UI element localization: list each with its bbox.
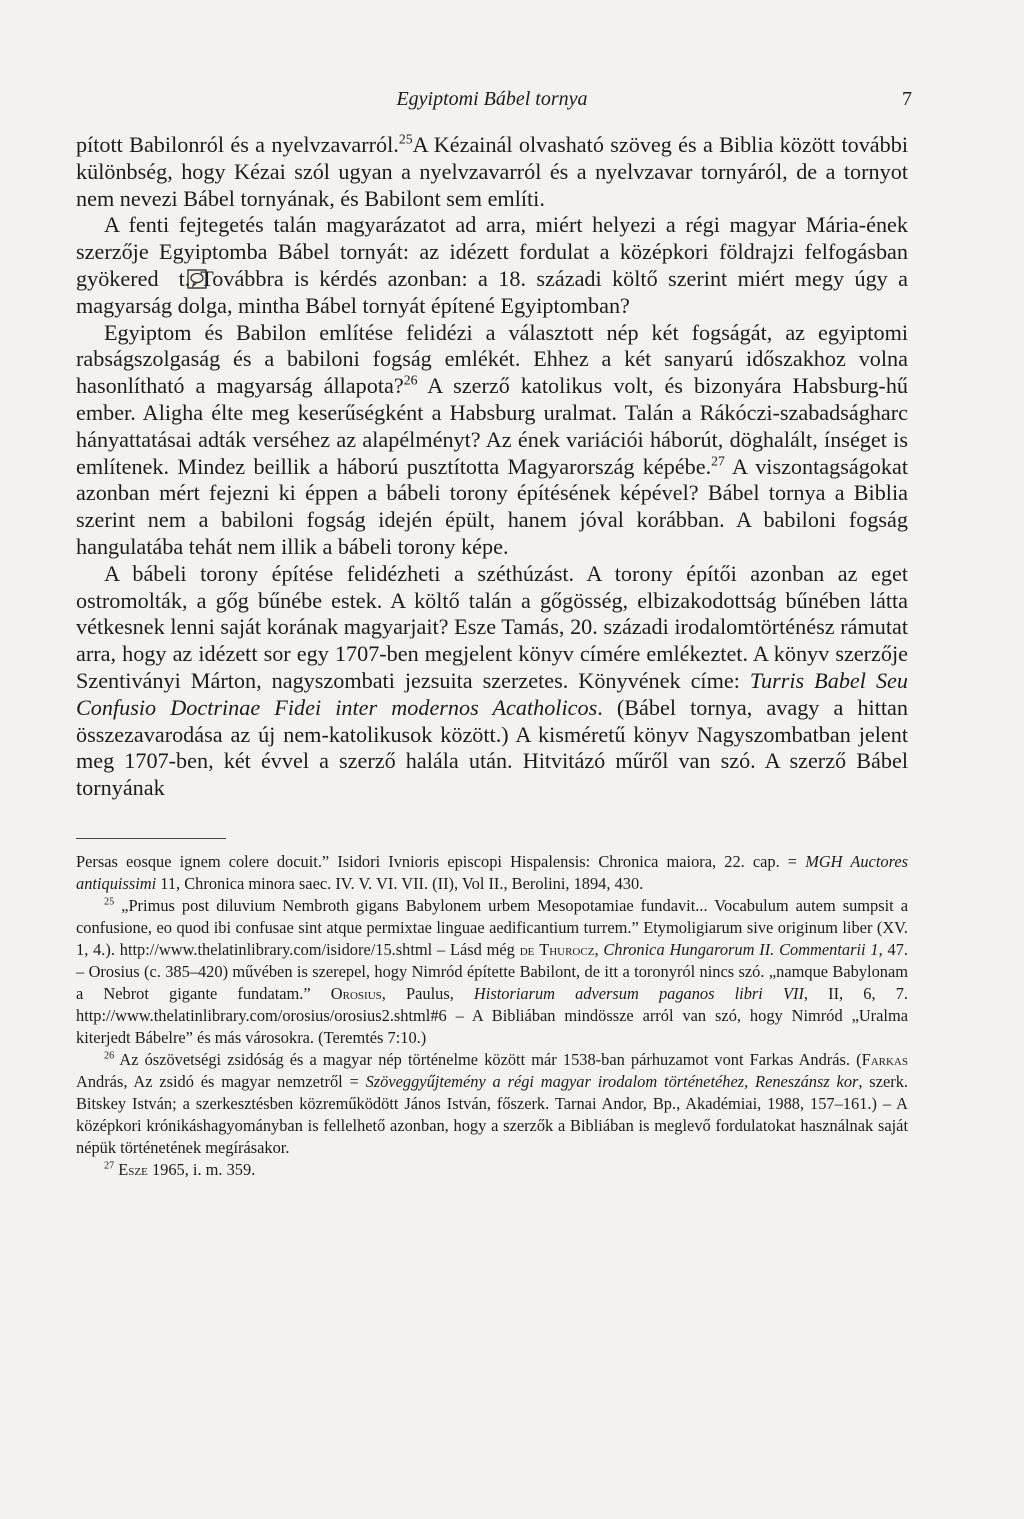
comment-icon[interactable] — [159, 269, 179, 289]
fn25-orosius: Orosius — [330, 983, 382, 1003]
p4-part-a: A bábeli torony építése felidézheti a széthúzást. A torony építői azonban az eget ostromolták, a gőg bűnébe estek. A költő talán a gőgösség, elbizakodottság bűnében látta vétkesnek lenni saját korának magyarjait? Esze Tamás, 20. századi irodalomtörténész rámutat arra, hogy az idézett sor egy 1707-ben megjelent könyv címére emlékeztet. A könyv szerzője Szentiványi Márton, nagyszombati jezsuita szerzetes. Könyvének címe: — [76, 560, 908, 693]
paragraph-4 — [76, 561, 908, 802]
page — [76, 88, 912, 1181]
footnote-number-25: 25 — [104, 896, 115, 908]
fn26-b: András, Az zsidó és magyar nemzetről = — [76, 1071, 366, 1091]
fn25-de: de — [519, 939, 535, 959]
fn25-c: , Paulus, — [381, 983, 474, 1003]
fn-cont-mgh: MGH Auctores antiquissimi — [76, 851, 908, 893]
footnote-number-27: 27 — [104, 1160, 115, 1172]
footnote-number-26: 26 — [104, 1050, 115, 1062]
p2-part-a: A fenti fejtegetés talán magyarázatot ad arra, miért helyezi a régi magyar Mária-ének szerzője Egyiptomba Bábel tornyát: az idézett fordulat a középkori földrajzi felfogásban gyökered — [76, 212, 908, 291]
page-number: 7 — [902, 88, 912, 110]
fn27-esze: Esze — [118, 1159, 148, 1179]
footnotes — [76, 851, 908, 1181]
p1-rest: A Kézainál olvasható szöveg és a Biblia között további különbség, hogy Kézai szól ugyan a nyelvzavarról és a nyelvzavar tornyáról, de a tornyot nem nevezi Bábel tornyának, és Babilont sem említi. — [76, 132, 908, 211]
fn25-chronica: Chronica Hungarorum II. Commentarii 1 — [603, 939, 879, 959]
footnote-26 — [76, 1049, 908, 1159]
footnote-divider — [76, 838, 226, 839]
book-title: Turris Babel Seu Confusio Doctrinae Fidei inter modernos Acatholicos — [76, 667, 908, 720]
fn25-comma: , — [594, 939, 604, 959]
p1-text: pított Babilonról és a nyelvzavarról. — [76, 132, 399, 157]
fn25-historiarum: Historiarum adversum paganos libri VII — [473, 983, 804, 1003]
fn26-farkas: Farkas — [861, 1049, 908, 1069]
fn26-a: Az ószövetségi zsidóság és a magyar nép történelme között már 1538-ban párhuzamot vont Farkas András. ( — [114, 1049, 862, 1069]
fn26-szoveggyujtemeny: Szöveggyűjtemény a régi magyar irodalom történetéhez, Reneszánsz kor — [365, 1071, 859, 1091]
paragraph-1 — [76, 132, 908, 212]
footnote-ref-27[interactable]: 27 — [711, 453, 725, 469]
fn25-a: „Primus post diluvium Nembroth gigans Babylonem urbem Mesopotamiae fundavit... Vocabulum autem sumpsit a confusione, eo quod ibi confusae sint atque permixtae linguae aedificantium turrem.” Etymoligiarum sive originum liber (XV. 1, 4.). http://www.thelatinlibrary.com/isidore/15.shtml – Lásd még — [76, 895, 908, 959]
fn25-thurocz: Thurocz — [539, 939, 595, 959]
fn27-a: 1965, i. m. 359. — [147, 1159, 256, 1179]
footnote-ref-26[interactable]: 26 — [403, 372, 418, 388]
p3-part-a: Egyiptom és Babilon említése felidézi a választott nép két fogságát, az egyiptomi rabságszolgaság és a babiloni fogság emlékét. Ehhez a két sanyarú időszakhoz volna hasonlítható a magyarság állapota? — [76, 319, 908, 399]
p3-part-b: A szerző katolikus volt, és bizonyára Habsburg-hű ember. Aligha élte meg keserűségként a Habsburg uralmat. Talán a Rákóczi-szabadságharc hányattatásai adták verséhez az alapélményt? Az ének variációi háborút, döghalált, ínséget is említenek. Mindez beillik a háború pusztította Magyarország képébe. — [76, 373, 909, 479]
footnote-25 — [76, 895, 908, 1049]
footnote-ref-25[interactable]: 25 — [398, 131, 413, 147]
paragraph-2 — [76, 212, 908, 319]
fn25-d: , II, 6, 7. http://www.thelatinlibrary.com/orosius/orosius2.shtml#6 – A Bibliában mindössze arról van szó, hogy Nimród „Uralma kiterjedt Bábelre” és más városokra. (Teremtés 7:10.) — [76, 983, 908, 1047]
body-text — [76, 132, 908, 802]
fn-cont-a: Persas eosque ignem colere docuit.” Isidori Ivnioris episcopi Hispalensis: Chronica maiora, 22. cap. = — [76, 851, 806, 871]
fn25-b: , 47. – Orosius (c. 385–420) művében is szerepel, hogy Nimród építette Babilont, de itt a toronyról nincs szó. „namque Babylonam a Nebrot gigante fundatam.” — [76, 939, 908, 1003]
running-title: Egyiptomi Bábel tornya — [396, 88, 588, 110]
p2-part-b: t. Továbbra is kérdés azonban: a 18. századi költő szerint miért megy úgy a magyarság dolga, mintha Bábel tornyát építené Egyiptomban? — [76, 265, 908, 318]
running-head — [76, 88, 912, 118]
fn-cont-b: 11, Chronica minora saec. IV. V. VI. VII. (II), Vol II., Berolini, 1894, 430. — [156, 873, 644, 893]
p4-part-b: . (Bábel tornya, avagy a hittan összezavarodása az új nem-katolikusok között.) A kisméretű könyv Nagyszombatban jelent meg 1707-ben, két évvel a szerző halála után. Hitvitázó műről van szó. A szerző Bábel tornyának — [76, 694, 908, 801]
footnote-27 — [76, 1159, 908, 1181]
p3-part-c: A viszontagságokat azonban mért fejezni ki éppen a bábeli torony építésének képével? Bábel tornya a Biblia szerint nem a babiloni fogság idején épült, hanem jóval korábban. A babiloni fogság hangulatába tehát nem illik a bábeli torony képe. — [76, 453, 908, 559]
footnote-continuation — [76, 851, 908, 895]
paragraph-3 — [76, 320, 908, 561]
fn26-c: , szerk. Bitskey István; a szerkesztésben közreműködött János István, főszerk. Tarnai Andor, Bp., Akadémiai, 1988, 157–161.) – A középkori krónikáshagyományban is fellelhető azonban, hogy a szerzők a Bibliában is meglevő fordulatokat használnak saját népük történetének megírásakor. — [76, 1071, 908, 1157]
